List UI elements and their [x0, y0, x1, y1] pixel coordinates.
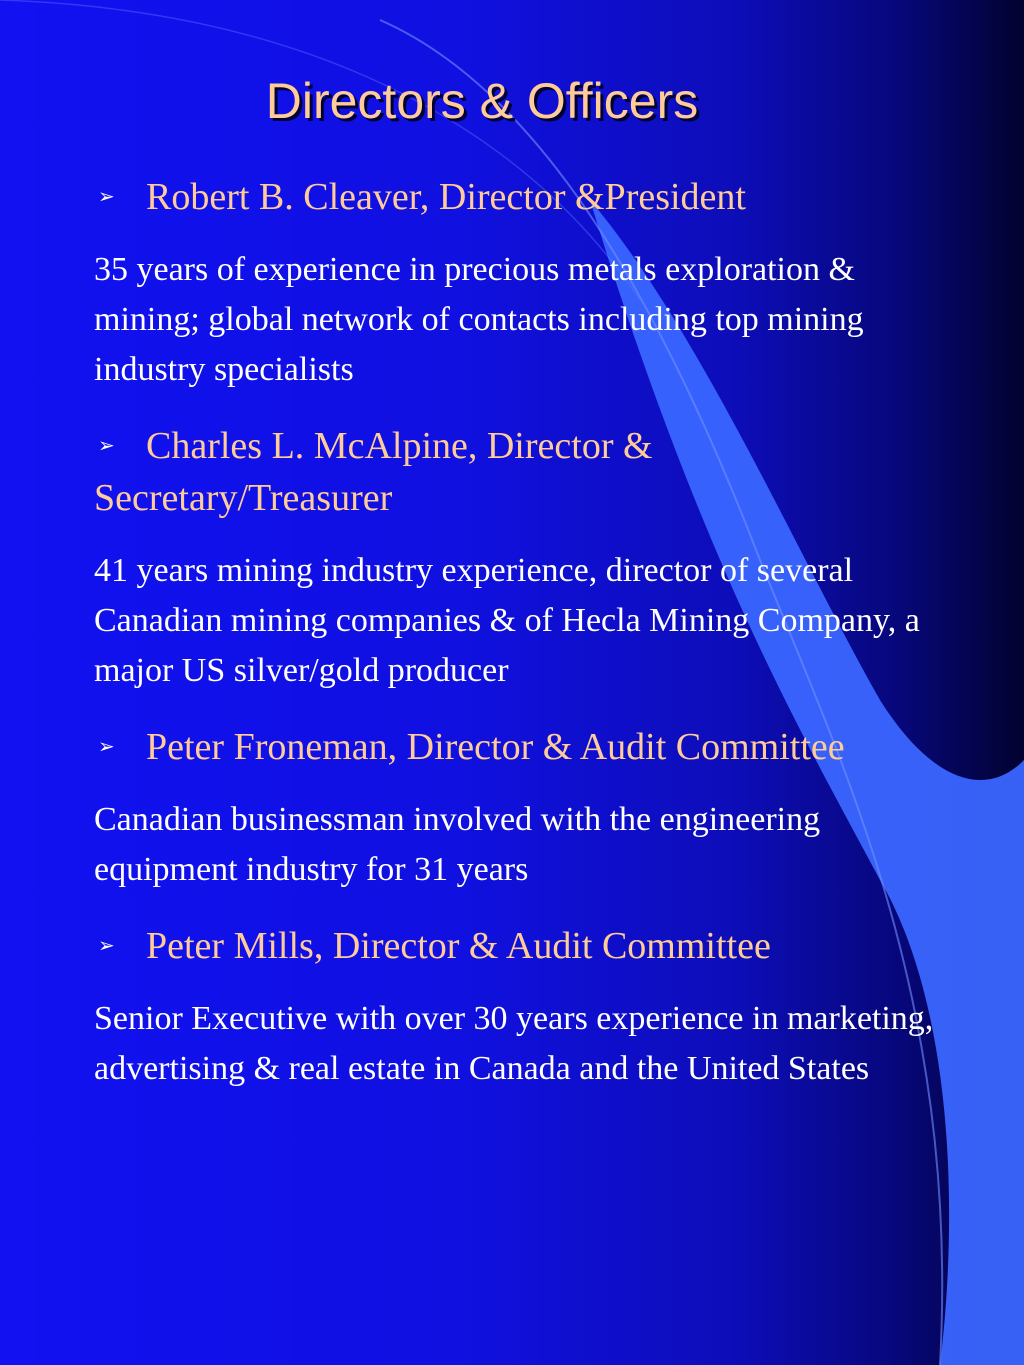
director-name-item — [94, 919, 954, 972]
arrow-bullet-icon: ➢ — [98, 933, 115, 957]
arrow-bullet-icon: ➢ — [98, 184, 115, 208]
directors-list — [94, 170, 954, 1118]
director-description: Canadian businessman involved with the engineering equipment industry for 31 years — [94, 801, 821, 888]
director-name-item — [94, 170, 954, 223]
director-name-item — [94, 419, 954, 524]
director-name: Peter Froneman, Director & Audit Committee — [146, 726, 845, 768]
director-name: Peter Mills, Director & Audit Committee — [146, 925, 771, 967]
director-name: Charles L. McAlpine, Director & Secretary/Treasurer — [94, 425, 653, 519]
director-name-item — [94, 720, 954, 773]
director-description: 41 years mining industry experience, director of several Canadian mining companies & of Hecla Mining Company, a major US silver/gold producer — [94, 552, 920, 689]
arrow-bullet-icon: ➢ — [98, 433, 115, 457]
page-title: Directors & Officers — [265, 73, 699, 129]
arrow-bullet-icon: ➢ — [98, 734, 115, 758]
director-description: 35 years of experience in precious metals exploration & mining; global network of contacts including top mining industry specialists — [94, 251, 864, 388]
director-description: Senior Executive with over 30 years experience in marketing, advertising & real estate in Canada and the United States — [94, 1000, 934, 1087]
director-name: Robert B. Cleaver, Director &President — [146, 176, 746, 218]
